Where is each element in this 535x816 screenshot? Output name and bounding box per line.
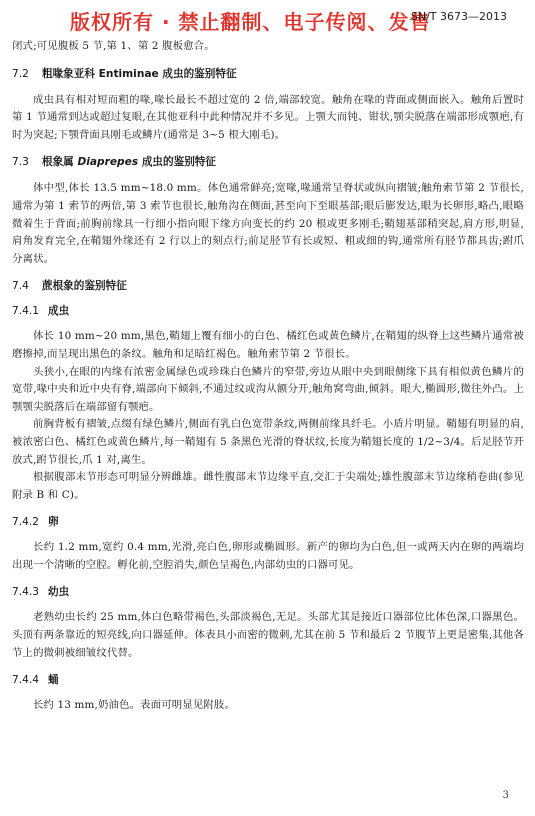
- section-heading-7-4-4: [12, 672, 524, 689]
- section-number: 7.4.2: [12, 516, 39, 529]
- section-number: 7.4.4: [12, 674, 39, 687]
- paragraph-7-4-2: 长约 1.2 mm,宽约 0.4 mm,光滑,亮白色,卵形或椭圆形。新产的卵均为白色,但一或两天内在卵的两端均出现一个清晰的空腔。孵化前,空腔消失,颜色呈褐色,内部幼虫的口器可见。: [12, 541, 524, 571]
- paragraph-7-4-1-d: 根据腹部末节形态可明显分辨雌雄。雌性腹部末节边缘平直,交汇于尖端处;雄性腹部末节边缘稍卷曲(参见附录 B 和 C)。: [12, 471, 524, 501]
- section-title-latin: Entiminae: [98, 67, 159, 80]
- section-title: 成虫: [48, 305, 70, 318]
- section-title: 卵: [48, 516, 59, 529]
- section-number: 7.3: [12, 156, 29, 169]
- standard-code: SN/T 3673—2013: [410, 10, 507, 23]
- paragraph-7-4-3: 老熟幼虫长约 25 mm,体白色略带褐色,头部淡褐色,无足。头部尤其是接近口器部位比体色深,口器黑色。头顶有两条靠近的短亮线,向口器延伸。体表具小而密的微刺,尤其在前 5 节和最后 2 节腹节上更是密集,其他各节上的微刺被细皱纹代替。: [12, 611, 525, 659]
- section-number: 7.4.3: [12, 586, 39, 599]
- page-header: [0, 0, 535, 40]
- paragraph-7-4-1-c: 前胸背板有褶皱,点缀有绿色鳞片,侧面有乳白色宽带条纹,两侧前缘具纤毛。小盾片明显。鞘翅有明显的肩,被浓密白色、橘红色或黄色鳞片,每一鞘翅有 5 条黑色光滑的脊状纹,长度为鞘翅长度的 1/2~3/4。后足胫节开放式,跗节很长,爪 1 对,离生。: [12, 418, 524, 466]
- section-title: [42, 156, 216, 168]
- section-title: [42, 68, 237, 80]
- paragraph-7-4-1-a: 体长 10 mm~20 mm,黑色,鞘翅上覆有细小的白色、橘红色或黄色鳞片,在鞘翅的纵脊上这些鳞片通常被磨擦掉,而呈现出黑色的条纹。触角和足暗红褐色。触角索节第 2 节很长。: [12, 330, 524, 360]
- paragraph-7-4-1-b: 头狭小,在眼的内缘有浓密金属绿色或珍珠白色鳞片的窄带,旁边从眼中央到眼侧缘下具有相似黄色鳞片的宽带,喙中央和近中央有脊,端部向下倾斜,不通过纹或沟从额分开,触角窝弯曲,倾斜。眼大,椭圆形,微往外凸。上颚颚尖脱落后在端部留有颚疤。: [12, 365, 524, 413]
- section-title-part: 成虫的鉴别特征: [138, 156, 216, 169]
- section-title: 蛹: [48, 674, 59, 687]
- section-number: 7.2: [12, 67, 29, 80]
- section-number: 7.4: [12, 280, 29, 293]
- section-title: 蔗根象的鉴别特征: [42, 280, 127, 293]
- section-title-part: 粗喙象亚科: [42, 67, 99, 80]
- copyright-watermark: 版权所有 · 禁止翻制、电子传阅、发售: [70, 10, 431, 34]
- section-heading-7-3: [12, 154, 524, 171]
- section-title: 幼虫: [48, 586, 70, 599]
- section-heading-7-4-2: [12, 514, 524, 531]
- paragraph-7-2: 成虫具有相对短而粗的喙,喙长最长不超过宽的 2 倍,端部较宽。触角在喙的背面或侧面嵌入。触角后置时第 1 节通常到达或超过复眼,在其他亚科中此种情况并不多见。上颚大而钝、钳状,颚尖脱落在端部形成颚疤,有时为突起;下颚背面具刚毛或鳞片(通常是 3~5 根大刚毛)。: [12, 93, 524, 141]
- page-number: 3: [502, 790, 509, 801]
- section-title-latin: Diaprepes: [77, 156, 139, 169]
- section-heading-7-2: [12, 66, 524, 83]
- paragraph-7-4-4: 长约 13 mm,奶油色。表面可明显见附肢。: [33, 699, 235, 712]
- document-body: [12, 38, 524, 715]
- section-heading-7-4: [12, 278, 524, 295]
- section-heading-7-4-1: [12, 303, 524, 320]
- section-number: 7.4.1: [12, 305, 39, 318]
- section-title-part: 根象属: [42, 156, 78, 169]
- section-title-part: 成虫的鉴别特征: [158, 67, 237, 80]
- section-heading-7-4-3: [12, 584, 524, 601]
- paragraph-continued: 闭式;可见腹板 5 节,第 1、第 2 腹板愈合。: [12, 40, 215, 52]
- paragraph-7-3: 体中型,体长 13.5 mm~18.0 mm。体色通常鲜亮;宽喙,喙通常呈脊状或纵向褶皱;触角索节第 2 节很长,通常为第 1 索节的两倍,第 3 索节也很长,触角沟在侧面,甚至向下至眼基部;眼后膨发达,眼为长卵形,略凸,眼略微着生于背面;前胸前缘具一行细小指向眼下缘方向变长的约 20 根或更多刚毛;鞘翅基部稍突起,肩方形,明显,肩角发育完全,在鞘翅外缘还有 2 行以上的刻点行;前足胫节有长或短、粗或细的钩,通常所有胫节都具齿;跗爪分离状。: [12, 182, 524, 265]
